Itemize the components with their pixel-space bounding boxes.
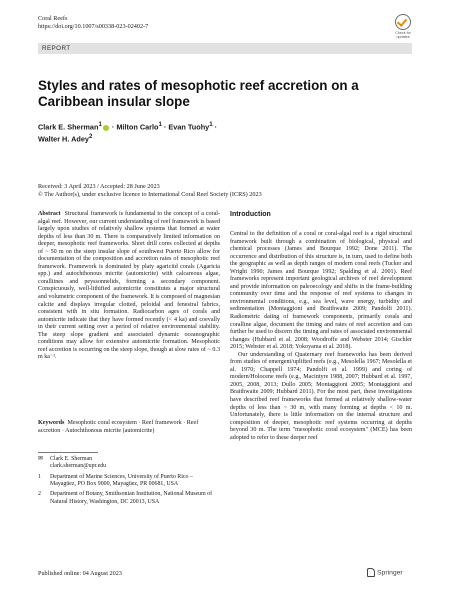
author-name[interactable]: Clark E. Sherman: [38, 122, 99, 132]
footnotes: [38, 456, 220, 509]
springer-horse-icon: [367, 568, 375, 577]
author-name[interactable]: Evan Tuohy: [168, 122, 210, 132]
author-line-2: [38, 132, 298, 144]
section-heading: Introduction: [230, 211, 271, 218]
affiliation-text: Department of Botany, Smithsonian Institution, National Museum of Natural History, Washington, DC 20013, USA: [50, 491, 213, 505]
corresponding-author: Clark E. Sherman: [50, 456, 93, 462]
email-link[interactable]: clark.sherman@upr.edu: [50, 463, 107, 470]
author-list: [38, 120, 298, 145]
abstract-text: Structural framework is fundamental to the concept of a coral-algal reef. However, our current understanding of reef framework is based largely upon studies of relatively shallow systems that formed at water depths of less than 30 m. There is comparatively limited information on deeper, mesophotic reef frameworks. Short drill cores collected at depths of ~ 50 m on the steep insular slope of southwest Puerto Rico allow for documentation of the composition and accretion rates of mesophotic reef framework. Framework is dominated by platy agariciid corals (Agaricia spp.) and autochthonous micrite (automicrite) with calcareous algae, coralliines and peyssonnelids, forming a secondary component. Conspicuously, well-lithified automicrite constitutes a major structural and volumetric component of the framework. It is composed of magnesian calcite and displays irregular clotted, peloidal and fenestral fabrics, consistent with in situ formation. Radiocarbon ages of corals and automicrite indicate that they have formed recently (< 4 ka) and coevally in their current setting over a period of relative environmental stability. The steep slope gradient and associated dynamic oceanographic conditions may allow for extensive automicrite formation. Mesophotic reef accretion is occurring on the steep slope, though at slow rates of ~ 0.3 m ka⁻¹.: [38, 211, 221, 361]
abstract: [38, 211, 220, 362]
paper-title: Styles and rates of mesophotic reef accretion on a Caribbean insular slope: [38, 78, 359, 109]
published-date: Published online: 04 August 2023: [38, 570, 122, 577]
affiliation-ref: 1: [209, 121, 213, 128]
abstract-label: Abstract: [38, 211, 61, 217]
affiliation-ref: 1: [98, 121, 102, 128]
copyright: © The Author(s), under exclusive licence to International Coral Reef Society (ICRS) 2023: [38, 190, 262, 198]
section-label: REPORT: [42, 45, 71, 52]
keywords-text: Mesophotic coral ecosystem · Reef framework · Reef accretion · Autochthonous micrite (automicrite): [38, 420, 199, 434]
check-for-updates-badge[interactable]: [392, 14, 414, 39]
publisher-logo: [367, 568, 403, 577]
paragraph: Central to the definition of a coral or coral-algal reef is a rigid structural framework built through a combination of biological, physical and chemical processes (James and Bourque 1992; Done 2011). The occurrence and distribution of this structure is, in turn, used to define both the geographic as well as depth ranges of modern coral reefs (Tucker and Wright 1990; James and Bourque 1992; Spalding et al. 2001). Reef frameworks represent important geological archives of reef development and provide information on paleoecology and shifts in the frame-building community over time and the response of reef systems to changes in environmental conditions, e.g., sea level, wave energy, turbidity and sedimentation (Montaggioni and Braithwaite 2009; Pandolfi 2011). Radiometric dating of framework components, primarily corals and coralline algae, document the timing and rates of reef accretion and can further be used to discern the timing and rates of associated environmental changes (Hubbard et al. 2008; Woodroffe and Webster 2014; Gischler 2015; Webster et al. 2018; Yokoyama et al. 2018).: [230, 231, 412, 351]
author-name[interactable]: Milton Carlo: [116, 122, 159, 132]
affiliation-2: [38, 491, 220, 506]
paragraph: Our understanding of Quaternary reef frameworks has been derived from studies of emergent/uplifted reefs (e.g., Mesolella 1967; Mesolella et al. 1970; Chappell 1974; Pandolfi et al. 1999) and coring of modern/Holocene reefs (e.g., Macintyre 1988, 2007; Hubbard et al. 1997, 2005, 2008, 2013; Dullo 2005; Montaggioni 2005; Montaggioni and Braithwaite 2009; Hubbard 2011). For the most part, these investigations have described reef frameworks that formed at relatively shallow-water depths of less than ~ 30 m, with many forming at depths < 10 m. Unfortunately, there is little information on the internal structure and composition of deeper, mesophotic reef systems occurring at depths beyond 30 m. The term "mesophotic coral ecosystem" (MCE) has been adopted to refer to these deeper reef: [230, 351, 412, 441]
author-name[interactable]: Walter H. Adey: [38, 134, 89, 144]
author-line-1: Clark E. Sherman$^1$ · Milton Carlo$^1$ · Evan Tuohy$^1$ ·: [38, 121, 218, 132]
affiliation-text: Department of Marine Sciences, University of Puerto Rico – Mayagüez, PO Box 9000, Mayagüez, PR 00681, USA: [50, 473, 193, 488]
affiliation-ref: 2: [88, 133, 93, 141]
mail-icon: ✉: [38, 456, 43, 462]
correspondence: [38, 456, 220, 471]
check-icon: [395, 14, 411, 30]
section-band: [38, 43, 412, 54]
affiliation-1: [38, 474, 220, 489]
article-dates: [38, 183, 412, 198]
received-accepted: Received: 3 April 2023 / Accepted: 28 June 2023: [38, 183, 160, 190]
footnote-divider: [38, 452, 98, 453]
affiliation-number: 2: [38, 491, 41, 498]
journal-header: [38, 15, 148, 30]
keywords: [38, 420, 220, 435]
orcid-icon[interactable]: [103, 125, 109, 131]
introduction-section: [230, 211, 412, 442]
check-for-updates-label: Check for updates: [395, 31, 411, 40]
affiliation-ref: 1: [158, 121, 162, 128]
doi-link[interactable]: https://doi.org/10.1007/s00338-023-02402-7: [38, 22, 149, 30]
affiliation-number: 1: [38, 473, 41, 480]
keywords-label: Keywords: [38, 420, 65, 426]
publisher-name: Springer: [377, 569, 403, 577]
journal-name: Coral Reefs: [38, 15, 68, 22]
